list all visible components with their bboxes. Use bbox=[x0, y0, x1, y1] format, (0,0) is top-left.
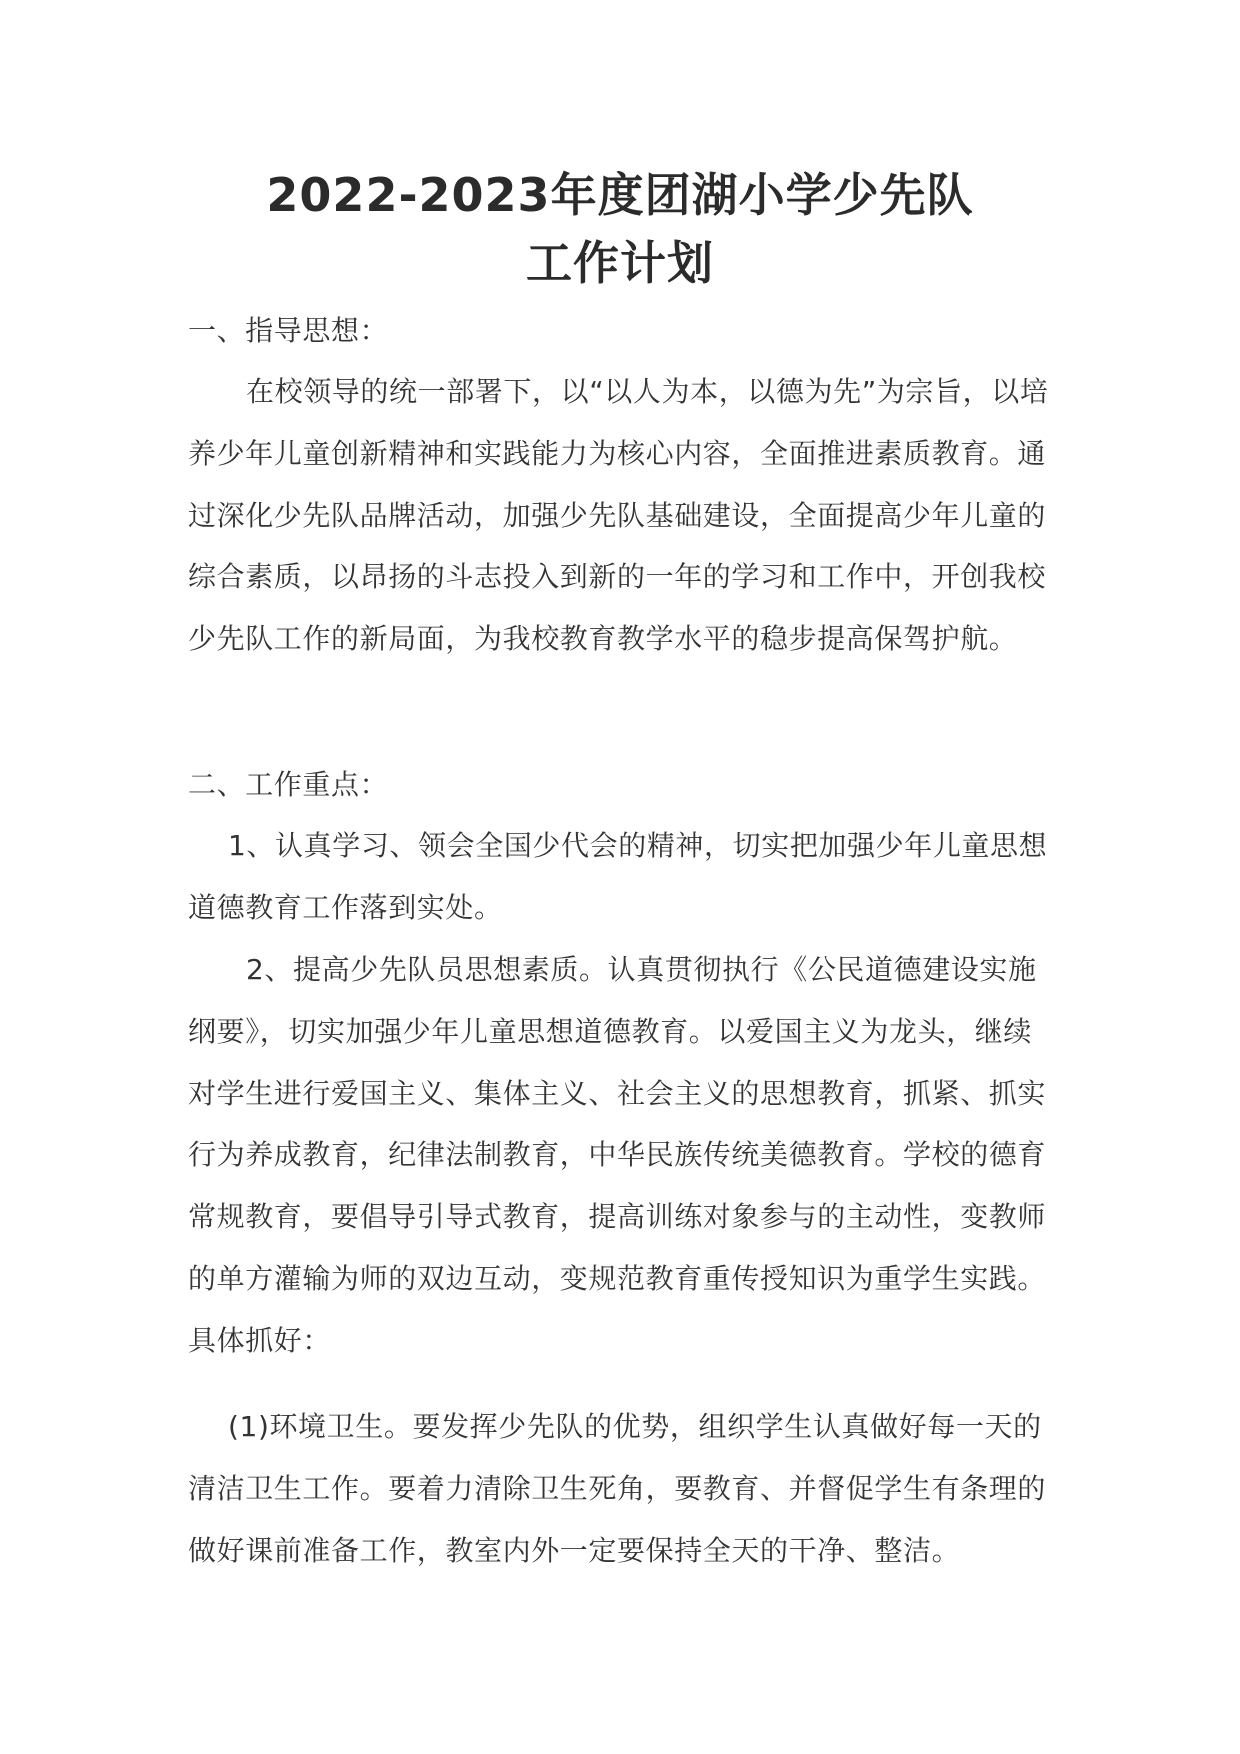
work-focus-item-2: 2、提高少先队员思想素质。认真贯彻执行《公民道德建设实施纲要》，切实加强少年儿童思想道德教育。以爱国主义为龙头，继续对学生进行爱国主义、集体主义、社会主义的思想教育，抓紧、抓实行为养成教育，纪律法制教育，中华民族传统美德教育。学校的德育常规教育，要倡导引导式教育，提高训练对象参与的主动性，变教师的单方灌输为师的双边互动，变规范教育重传授知识为重学生实践。具体抓好： bbox=[188, 953, 1047, 1357]
work-focus-item-1: 1、认真学习、领会全国少代会的精神，切实把加强少年儿童思想道德教育工作落到实处。 bbox=[188, 829, 1048, 924]
section-heading-guiding-ideology: 一、指导思想： bbox=[188, 314, 389, 347]
guiding-ideology-paragraph: 在校领导的统一部署下，以“以人为本，以德为先”为宗旨，以培养少年儿童创新精神和实践能力为核心内容，全面推进素质教育。通过深化少先队品牌活动，加强少先队基础建设，全面提高少年儿童的综合素质，以昂扬的斗志投入到新的一年的学习和工作中，开创我校少先队工作的新局面，为我校教育教学水平的稳步提高保驾护航。 bbox=[188, 375, 1049, 656]
document-title-line-2: 工作计划 bbox=[526, 236, 714, 290]
document-title-line-1: 2022-2023年度团湖小学少先队 bbox=[266, 168, 974, 222]
work-focus-item-environment-hygiene: (1)环境卫生。要发挥少先队的优势，组织学生认真做好每一天的清洁卫生工作。要着力清除卫生死角，要教育、并督促学生有条理的做好课前准备工作，教室内外一定要保持全天的干净、整洁。 bbox=[188, 1410, 1047, 1567]
section-heading-work-focus: 二、工作重点： bbox=[188, 768, 389, 801]
